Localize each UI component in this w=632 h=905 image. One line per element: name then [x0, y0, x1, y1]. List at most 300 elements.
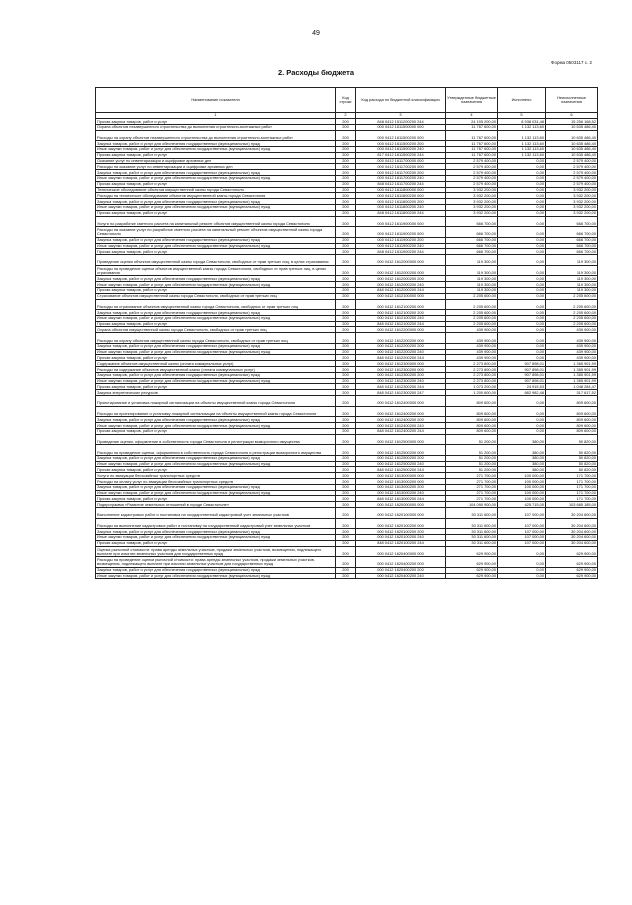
row-executed: 380,00	[498, 455, 546, 461]
row-approved: 3 932 200,00	[446, 199, 498, 205]
row-approved: 439 900,00	[446, 327, 498, 333]
row-executed: 0,00	[498, 327, 546, 333]
row-approved: 2 205 600,00	[446, 293, 498, 299]
form-code: Форма 0503117 с. 2	[551, 60, 592, 65]
row-executed: 0,00	[498, 355, 546, 361]
row-budget-code: 848 0412 1611900200 244	[356, 249, 446, 255]
row-unexecuted: 2 579 400,00	[546, 170, 598, 176]
table-row	[96, 396, 598, 407]
row-executed: 0,00	[498, 265, 546, 276]
row-line-code: 200	[336, 372, 356, 378]
row-executed: 380,00	[498, 434, 546, 445]
table-row	[96, 216, 598, 227]
row-approved: 51 200,00	[446, 445, 498, 456]
row-unexecuted: 1 048 284,47	[546, 384, 598, 390]
row-budget-code: 000 0412 1613000200 000	[356, 479, 446, 485]
row-executed: 0,00	[498, 237, 546, 243]
row-name: Охрана объектов незавершенного строительства до выполнения строительно-монтажных работ	[96, 124, 336, 130]
row-budget-code: 848 0412 1612500200 244	[356, 467, 446, 473]
row-unexecuted: 809 600,00	[546, 396, 598, 407]
row-unexecuted: 2 579 400,00	[546, 164, 598, 170]
table-row	[96, 546, 598, 557]
row-unexecuted: 439 900,00	[546, 355, 598, 361]
row-name: Расходы на проектирование и установку пожарной сигнализации на объекты имущественной казны города Севастополя	[96, 406, 336, 417]
row-budget-code: 000 0412 1612400200 000	[356, 406, 446, 417]
row-name: Закупка товаров, работ и услуг для обеспечения государственных (муниципальных) нужд	[96, 237, 336, 243]
row-unexecuted: 119 300,00	[546, 265, 598, 276]
row-approved: 809 600,00	[446, 417, 498, 423]
row-line-code: 200	[336, 164, 356, 170]
row-approved: 809 600,00	[446, 406, 498, 417]
row-executed: 0,00	[498, 158, 546, 164]
row-budget-code: 000 0412 1611800200 240	[356, 204, 446, 210]
row-unexecuted: 2 579 400,00	[546, 175, 598, 181]
row-budget-code: 000 0412 1612500200 200	[356, 455, 446, 461]
row-name: Расходы на охрану объектов имущественной казны города Севастополя, свободных от прав третьих лиц	[96, 333, 336, 344]
row-budget-code: 000 0412 1611700000 000	[356, 158, 446, 164]
row-budget-code: 848 0412 1611800200 244	[356, 210, 446, 216]
row-approved: 30 311 600,00	[446, 529, 498, 535]
row-name: Иные закупки товаров, работ и услуг для обеспечения государственных (муниципальных) нужд	[96, 175, 336, 181]
row-unexecuted: 30 204 600,00	[546, 534, 598, 540]
row-line-code: 200	[336, 210, 356, 216]
row-executed: 0,00	[498, 557, 546, 568]
row-approved: 2 579 400,00	[446, 170, 498, 176]
row-budget-code: 000 0412 1612000000 000	[356, 255, 446, 266]
row-budget-code: 000 0412 1612500200 000	[356, 445, 446, 456]
row-budget-code: 000 0412 1613000000 000	[356, 473, 446, 479]
row-executed: 0,00	[498, 333, 546, 344]
row-executed: 0,00	[498, 181, 546, 187]
row-name: Расходы на техническое обследование объектов имущественной казны города Севастополя	[96, 193, 336, 199]
row-unexecuted: 439 900,00	[546, 349, 598, 355]
row-line-code: 200	[336, 299, 356, 310]
row-budget-code: 000 0412 1611700200 200	[356, 170, 446, 176]
table-row	[96, 255, 598, 266]
row-line-code: 200	[336, 484, 356, 490]
row-unexecuted: 10 635 486,40	[546, 141, 598, 147]
row-approved: 119 300,00	[446, 265, 498, 276]
row-name: Закупка товаров, работ и услуг для обеспечения государственных (муниципальных) нужд	[96, 372, 336, 378]
col-header-executed: Исполнено	[498, 88, 546, 113]
row-unexecuted: 666 700,00	[546, 227, 598, 238]
row-executed: 0,00	[498, 287, 546, 293]
row-unexecuted: 1 365 901,99	[546, 378, 598, 384]
row-unexecuted: 666 700,00	[546, 237, 598, 243]
row-name: Иные закупки товаров, работ и услуг для обеспечения государственных (муниципальных) нужд	[96, 282, 336, 288]
row-executed: 380,00	[498, 461, 546, 467]
row-unexecuted: 3 932 200,00	[546, 204, 598, 210]
row-line-code: 200	[336, 355, 356, 361]
row-name: Закупка товаров, работ и услуг для обеспечения государственных (муниципальных) нужд	[96, 417, 336, 423]
row-executed: 107 000,00	[498, 540, 546, 546]
col-number: 3	[356, 113, 446, 119]
row-budget-code: 848 0412 1612400200 244	[356, 428, 446, 434]
row-name: Расходы на выполнение кадастровых работ и постановку на государственный кадастровый учет земельных участков	[96, 518, 336, 529]
row-executed: 1 132 113,60	[498, 130, 546, 141]
row-unexecuted: 2 205 600,00	[546, 293, 598, 299]
row-budget-code: 848 0412 1620100200 244	[356, 540, 446, 546]
row-name: Расходы на оказание услуг по инвентаризации и оцифровке архивных дел	[96, 164, 336, 170]
row-executed: 0,00	[498, 243, 546, 249]
row-unexecuted: 10 635 486,40	[546, 124, 598, 130]
row-approved: 2 205 600,00	[446, 299, 498, 310]
row-executed: 0,00	[498, 321, 546, 327]
row-budget-code: 000 0412 1613000200 200	[356, 484, 446, 490]
row-executed: 0,00	[498, 193, 546, 199]
row-executed: 0,00	[498, 315, 546, 321]
row-line-code: 200	[336, 540, 356, 546]
row-budget-code: 000 0412 1611900200 240	[356, 243, 446, 249]
row-line-code: 200	[336, 534, 356, 540]
row-approved: 3 932 200,00	[446, 204, 498, 210]
row-approved: 51 200,00	[446, 461, 498, 467]
row-line-code: 200	[336, 146, 356, 152]
row-budget-code: 848 0412 1612000200 244	[356, 287, 446, 293]
row-budget-code: 000 0412 1611800000 000	[356, 187, 446, 193]
row-name: Расходы на оплату услуг по эвакуации бесхозяйных транспортных средств	[96, 479, 336, 485]
row-line-code: 200	[336, 315, 356, 321]
row-line-code: 200	[336, 473, 356, 479]
row-unexecuted: 119 300,00	[546, 276, 598, 282]
row-line-code: 200	[336, 518, 356, 529]
col-number: 1	[96, 113, 336, 119]
row-budget-code: 000 0412 1612200200 240	[356, 349, 446, 355]
row-executed: 0,00	[498, 396, 546, 407]
row-executed: 907 898,01	[498, 372, 546, 378]
row-approved: 2 205 600,00	[446, 321, 498, 327]
row-line-code: 200	[336, 461, 356, 467]
row-approved: 666 700,00	[446, 243, 498, 249]
table-row	[96, 227, 598, 238]
row-approved: 809 600,00	[446, 428, 498, 434]
table-row	[96, 141, 598, 147]
row-line-code: 200	[336, 567, 356, 573]
row-unexecuted: 317 617,52	[546, 390, 598, 396]
row-budget-code: 000 0412 1620100200 240	[356, 534, 446, 540]
row-executed: 0,00	[498, 293, 546, 299]
row-unexecuted: 50 820,00	[546, 467, 598, 473]
row-name: Закупка товаров, работ и услуг для обеспечения государственных (муниципальных) нужд	[96, 310, 336, 316]
row-name: Расходы на проведение оценки объектов имущественной казны города Севастополя, свободных от прав третьих лиц, в целях страхования	[96, 265, 336, 276]
row-budget-code: 848 0412 1612300200 244	[356, 384, 446, 390]
row-unexecuted: 10 635 486,40	[546, 130, 598, 141]
row-executed: 0,00	[498, 227, 546, 238]
row-budget-code: 000 0412 1620100200 200	[356, 529, 446, 535]
row-approved: 439 900,00	[446, 343, 498, 349]
row-approved: 2 579 400,00	[446, 164, 498, 170]
row-approved: 2 205 600,00	[446, 315, 498, 321]
row-unexecuted: 2 205 600,00	[546, 321, 598, 327]
row-unexecuted: 50 820,00	[546, 434, 598, 445]
row-name: Прочая закупка товаров, работ и услуг	[96, 152, 336, 158]
row-approved: 271 700,00	[446, 473, 498, 479]
row-executed: 380,00	[498, 467, 546, 473]
row-name: Закупка товаров, работ и услуг для обеспечения государственных (муниципальных) нужд	[96, 276, 336, 282]
row-approved: 51 200,00	[446, 467, 498, 473]
row-approved: 666 700,00	[446, 237, 498, 243]
row-name: Прочая закупка товаров, работ и услуг	[96, 181, 336, 187]
row-line-code: 200	[336, 216, 356, 227]
row-unexecuted: 629 900,00	[546, 557, 598, 568]
row-unexecuted: 10 635 486,40	[546, 146, 598, 152]
row-executed: 107 000,00	[498, 507, 546, 518]
row-line-code: 200	[336, 158, 356, 164]
row-approved: 2 579 400,00	[446, 181, 498, 187]
row-unexecuted: 2 205 600,00	[546, 315, 598, 321]
row-approved: 271 700,00	[446, 484, 498, 490]
row-budget-code: 000 0412 1611500200 240	[356, 146, 446, 152]
row-approved: 24 195 200,00	[446, 119, 498, 125]
row-line-code: 200	[336, 237, 356, 243]
row-budget-code: 000 0412 1612200000 000	[356, 327, 446, 333]
row-approved: 104 090 900,00	[446, 502, 498, 508]
row-executed: 1 132 113,60	[498, 124, 546, 130]
row-name: Прочая закупка товаров, работ и услуг	[96, 119, 336, 125]
row-executed: 0,00	[498, 423, 546, 429]
row-approved: 3 932 200,00	[446, 193, 498, 199]
row-executed: 100 000,00	[498, 490, 546, 496]
row-budget-code: 000 0412 1612300200 200	[356, 372, 446, 378]
row-name: Оценка рыночной стоимости: права аренды земельных участков, продажи земельных участков, возмещения, подлежащего выплате при изъятии земельных участков для государственных нужд	[96, 546, 336, 557]
row-name: Страхование объектов имущественной казны города Севастополя, свободных от прав третьих лиц	[96, 293, 336, 299]
row-name: Содержание объектов имущественной казны (оплата коммунальных услуг)	[96, 361, 336, 367]
row-executed: 0,00	[498, 567, 546, 573]
row-budget-code: 000 0412 1612300200 000	[356, 367, 446, 373]
row-budget-code: 000 0412 1612100000 000	[356, 293, 446, 299]
row-unexecuted: 629 900,00	[546, 546, 598, 557]
row-line-code: 200	[336, 406, 356, 417]
row-line-code: 200	[336, 445, 356, 456]
col-header-line: Код строки	[336, 88, 356, 113]
row-budget-code: 000 0412 1611500000 000	[356, 124, 446, 130]
row-name: Расходы на проведение оценки, оформления в собственность города Севастополя и регистрации выморочного имущества	[96, 445, 336, 456]
row-budget-code: 000 0412 1620400200 240	[356, 573, 446, 579]
row-line-code: 200	[336, 282, 356, 288]
col-number: 4	[446, 113, 498, 119]
row-name: Подпрограмма «Развитие земельных отношений в городе Севастополе»	[96, 502, 336, 508]
row-budget-code: 000 0412 1612500000 000	[356, 434, 446, 445]
row-approved: 629 900,00	[446, 573, 498, 579]
row-name: Проектирование и установка пожарной сигнализации на объекты имущественной казны города Севастополя	[96, 396, 336, 407]
col-header-unexecuted: Неисполненные назначения	[546, 88, 598, 113]
row-executed: 1 132 113,60	[498, 146, 546, 152]
row-unexecuted: 50 820,00	[546, 455, 598, 461]
row-approved: 629 900,00	[446, 557, 498, 568]
row-approved: 629 900,00	[446, 546, 498, 557]
row-name: Оказание услуг по инвентаризации и оцифровке архивных дел	[96, 158, 336, 164]
row-line-code: 200	[336, 181, 356, 187]
row-name: Закупка товаров, работ и услуг для обеспечения государственных (муниципальных) нужд	[96, 343, 336, 349]
row-unexecuted: 119 300,00	[546, 287, 598, 293]
row-unexecuted: 50 820,00	[546, 461, 598, 467]
row-line-code: 200	[336, 343, 356, 349]
row-name: Расходы на страхование объектов имущественной казны города Севастополя, свободных от прав третьих лиц	[96, 299, 336, 310]
row-name: Прочая закупка товаров, работ и услуг	[96, 321, 336, 327]
row-executed: 0,00	[498, 187, 546, 193]
row-unexecuted: 30 204 600,00	[546, 507, 598, 518]
row-approved: 119 300,00	[446, 282, 498, 288]
row-unexecuted: 171 700,00	[546, 473, 598, 479]
row-executed: 0,00	[498, 282, 546, 288]
row-line-code: 200	[336, 423, 356, 429]
row-budget-code: 000 0412 1620400200 000	[356, 557, 446, 568]
row-unexecuted: 15 256 168,52	[546, 119, 598, 125]
row-name: Иные закупки товаров, работ и услуг для обеспечения государственных (муниципальных) нужд	[96, 349, 336, 355]
row-budget-code: 848 0412 1612300200 247	[356, 390, 446, 396]
row-budget-code: 000 0412 1612300000 000	[356, 361, 446, 367]
row-unexecuted: 2 579 400,00	[546, 158, 598, 164]
row-budget-code: 000 0412 1612200200 200	[356, 343, 446, 349]
row-budget-code: 848 0412 1611700200 244	[356, 181, 446, 187]
row-executed: 107 000,00	[498, 529, 546, 535]
row-executed: 0,00	[498, 417, 546, 423]
row-line-code: 200	[336, 321, 356, 327]
row-budget-code: 000 0412 1612400200 240	[356, 423, 446, 429]
table-body	[96, 119, 598, 579]
row-approved: 2 273 800,00	[446, 361, 498, 367]
row-approved: 119 300,00	[446, 276, 498, 282]
row-approved: 629 900,00	[446, 567, 498, 573]
row-executed: 0,00	[498, 310, 546, 316]
row-executed: 882 982,48	[498, 390, 546, 396]
row-executed: 0,00	[498, 406, 546, 417]
row-name: Услуги по эвакуации бесхозяйных транспортных средств	[96, 473, 336, 479]
section-title: 2. Расходы бюджета	[277, 68, 355, 77]
row-executed: 1 132 113,60	[498, 152, 546, 158]
row-line-code: 200	[336, 396, 356, 407]
row-unexecuted: 809 600,00	[546, 428, 598, 434]
table-row	[96, 333, 598, 344]
row-line-code: 200	[336, 378, 356, 384]
row-approved: 271 700,00	[446, 496, 498, 502]
row-name: Прочая закупка товаров, работ и услуг	[96, 428, 336, 434]
row-name: Иные закупки товаров, работ и услуг для обеспечения государственных (муниципальных) нужд	[96, 490, 336, 496]
row-name: Услуги по разработке сметного расчета на капитальный ремонт объектов имущественной казны города Севастополя	[96, 216, 336, 227]
row-name: Закупка товаров, работ и услуг для обеспечения государственных (муниципальных) нужд	[96, 455, 336, 461]
row-name: Закупка товаров, работ и услуг для обеспечения государственных (муниципальных) нужд	[96, 484, 336, 490]
col-number: 2	[336, 113, 356, 119]
row-unexecuted: 30 204 600,00	[546, 529, 598, 535]
row-budget-code: 848 0412 1613000200 244	[356, 496, 446, 502]
row-line-code: 200	[336, 557, 356, 568]
row-budget-code: 000 0412 1611500200 200	[356, 141, 446, 147]
row-unexecuted: 30 204 600,00	[546, 518, 598, 529]
row-approved: 2 273 800,00	[446, 378, 498, 384]
row-executed: 0,00	[498, 170, 546, 176]
row-executed: 0,00	[498, 175, 546, 181]
page-number: 49	[312, 30, 320, 37]
row-approved: 439 900,00	[446, 355, 498, 361]
row-line-code: 200	[336, 490, 356, 496]
row-approved: 666 700,00	[446, 249, 498, 255]
col-header-name: Наименование показателя	[96, 88, 336, 113]
row-line-code: 200	[336, 227, 356, 238]
row-executed: 0,00	[498, 349, 546, 355]
row-line-code: 200	[336, 367, 356, 373]
row-approved: 666 700,00	[446, 216, 498, 227]
row-unexecuted: 171 700,00	[546, 484, 598, 490]
row-unexecuted: 10 635 486,40	[546, 152, 598, 158]
row-budget-code: 000 0412 1620000000 000	[356, 502, 446, 508]
row-name: Проведение оценки, оформление в собственность города Севастополя и регистрации выморочного имущества	[96, 434, 336, 445]
row-name: Прочая закупка товаров, работ и услуг	[96, 467, 336, 473]
row-name: Выполнение кадастровых работ и постановка на государственный кадастровый учет земельных участков	[96, 507, 336, 518]
row-line-code: 200	[336, 428, 356, 434]
row-line-code: 200	[336, 529, 356, 535]
row-name: Иные закупки товаров, работ и услуг для обеспечения государственных (муниципальных) нужд	[96, 243, 336, 249]
row-budget-code: 000 0412 1611800200 000	[356, 193, 446, 199]
row-approved: 51 200,00	[446, 455, 498, 461]
row-budget-code: 000 0412 1611800200 200	[356, 199, 446, 205]
row-line-code: 200	[336, 390, 356, 396]
row-line-code: 200	[336, 265, 356, 276]
row-name: Закупка товаров, работ и услуг для обеспечения государственных (муниципальных) нужд	[96, 170, 336, 176]
row-line-code: 200	[336, 287, 356, 293]
table-row	[96, 130, 598, 141]
row-unexecuted: 3 932 200,00	[546, 187, 598, 193]
row-executed: 107 000,00	[498, 518, 546, 529]
row-approved: 11 767 600,00	[446, 146, 498, 152]
row-budget-code: 000 0412 1612000200 000	[356, 265, 446, 276]
row-name: Прочая закупка товаров, работ и услуг	[96, 287, 336, 293]
row-line-code: 200	[336, 333, 356, 344]
header-row	[96, 88, 598, 113]
row-name: Закупка энергетических ресурсов	[96, 390, 336, 396]
row-executed: 907 898,01	[498, 367, 546, 373]
row-name: Прочая закупка товаров, работ и услуг	[96, 249, 336, 255]
row-line-code: 200	[336, 141, 356, 147]
row-line-code: 200	[336, 384, 356, 390]
row-executed: 24 915,53	[498, 384, 546, 390]
row-unexecuted: 809 600,00	[546, 423, 598, 429]
row-line-code: 200	[336, 293, 356, 299]
row-unexecuted: 629 900,00	[546, 573, 598, 579]
row-name: Прочая закупка товаров, работ и услуг	[96, 355, 336, 361]
row-line-code: 200	[336, 119, 356, 125]
row-name: Расходы на охрану объектов незавершенного строительства до выполнения строительно-монтажных работ	[96, 130, 336, 141]
row-executed: 107 000,00	[498, 534, 546, 540]
row-name: Закупка товаров, работ и услуг для обеспечения государственных (муниципальных) нужд	[96, 199, 336, 205]
row-approved: 30 311 600,00	[446, 540, 498, 546]
expenses-table	[95, 87, 598, 579]
row-name: Иные закупки товаров, работ и услуг для обеспечения государственных (муниципальных) нужд	[96, 204, 336, 210]
row-line-code: 200	[336, 467, 356, 473]
col-number: 5	[498, 113, 546, 119]
row-name: Иные закупки товаров, работ и услуг для обеспечения государственных (муниципальных) нужд	[96, 423, 336, 429]
row-name: Иные закупки товаров, работ и услуг для обеспечения государственных (муниципальных) нужд	[96, 461, 336, 467]
row-line-code: 200	[336, 204, 356, 210]
row-line-code: 200	[336, 361, 356, 367]
row-budget-code: 848 0412 1511200200 244	[356, 119, 446, 125]
row-executed: 0,00	[498, 249, 546, 255]
row-line-code: 200	[336, 249, 356, 255]
row-budget-code: 000 0412 1612500200 240	[356, 461, 446, 467]
row-unexecuted: 2 205 600,00	[546, 299, 598, 310]
row-line-code: 200	[336, 573, 356, 579]
row-unexecuted: 50 820,00	[546, 445, 598, 456]
row-budget-code: 000 0412 1620400200 200	[356, 567, 446, 573]
row-executed: 0,00	[498, 428, 546, 434]
row-unexecuted: 3 932 200,00	[546, 199, 598, 205]
row-unexecuted: 171 700,00	[546, 490, 598, 496]
row-line-code: 200	[336, 417, 356, 423]
row-approved: 809 600,00	[446, 423, 498, 429]
row-budget-code: 000 0412 1612100200 000	[356, 299, 446, 310]
table-row	[96, 124, 598, 130]
row-budget-code: 817 0412 1611500200 244	[356, 152, 446, 158]
row-name: Расходы на содержание объектов имущественной казны (оплата коммунальных услуг)	[96, 367, 336, 373]
